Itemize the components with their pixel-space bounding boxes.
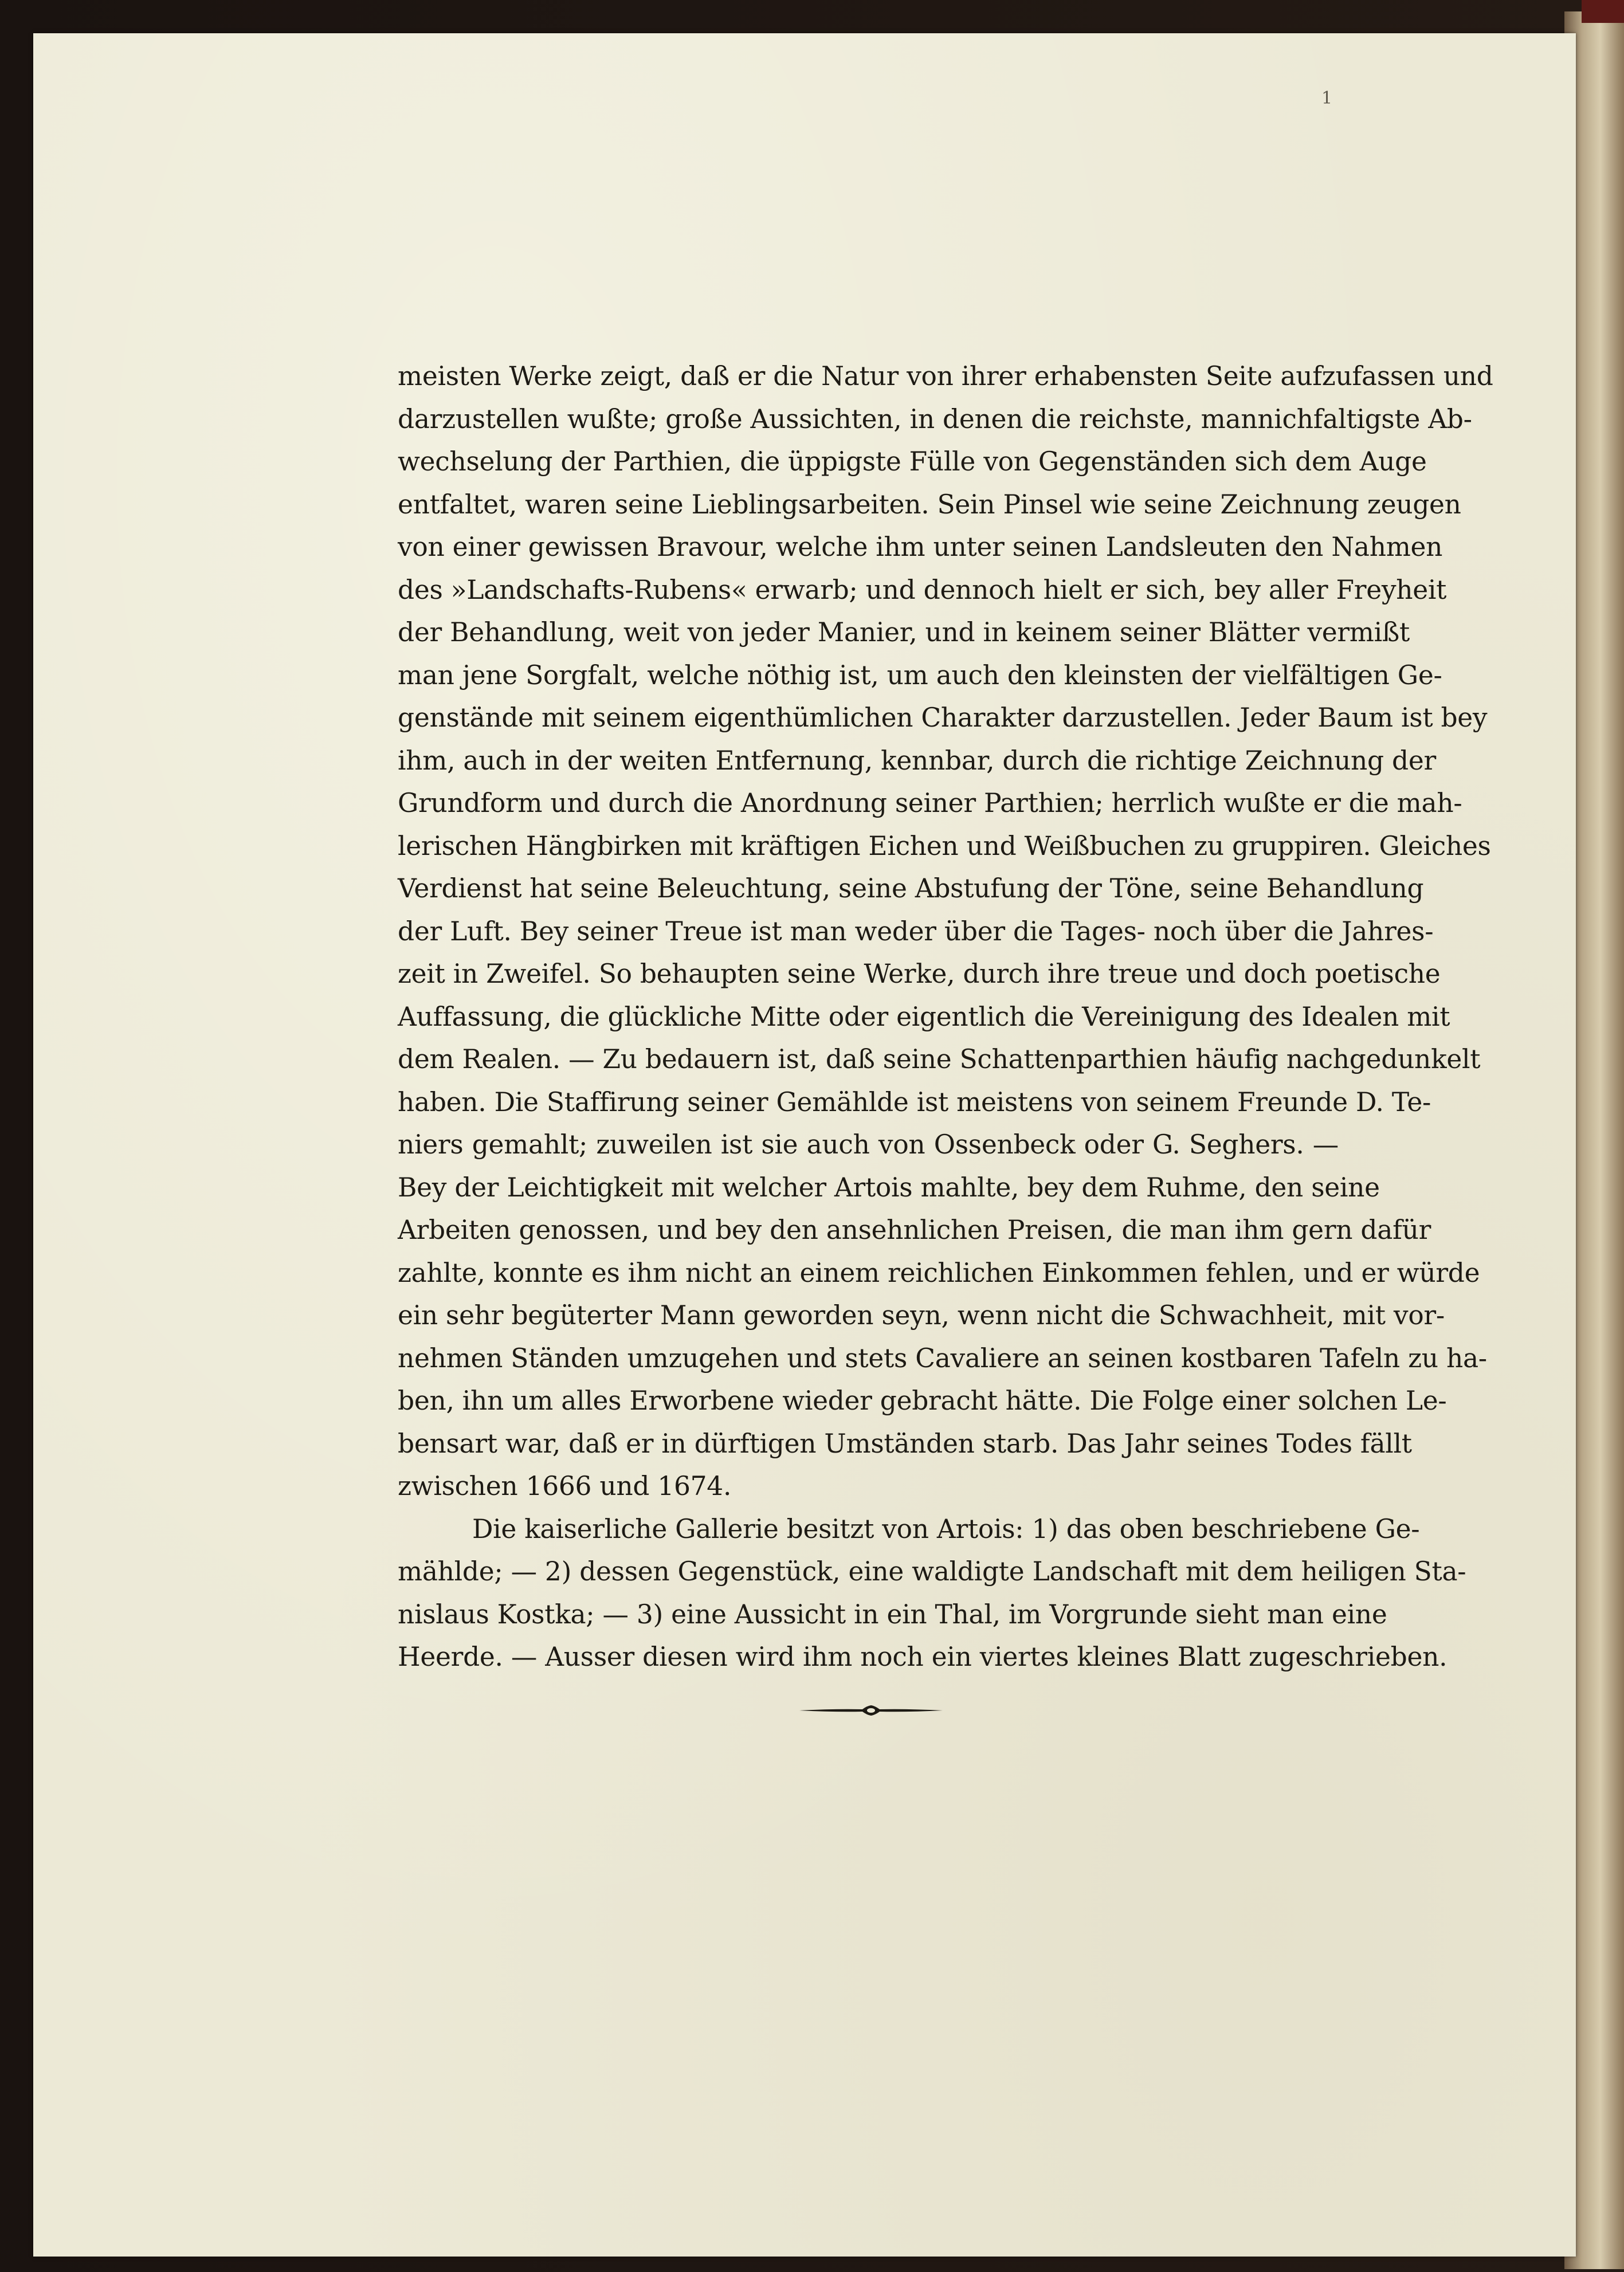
- text-line: ben, ihn um alles Erworbene wieder gebracht hätte. Die Folge einer solchen Le-: [398, 1386, 1447, 1416]
- text-line: Die kaiserliche Gallerie besitzt von Artois: 1) das oben beschriebene Ge-: [472, 1513, 1420, 1544]
- text-line: wechselung der Parthien, die üppigste Fülle von Gegenständen sich dem Auge: [398, 446, 1427, 477]
- text-line: Bey der Leichtigkeit mit welcher Artois mahlte, bey dem Ruhme, den seine: [398, 1172, 1380, 1203]
- text-line: ihm, auch in der weiten Entfernung, kennbar, durch die richtige Zeichnung der: [398, 745, 1436, 776]
- body-text: [398, 355, 1493, 1679]
- text-line: niers gemahlt; zuweilen ist sie auch von Ossenbeck oder G. Seghers. —: [398, 1129, 1339, 1160]
- text-line: der Luft. Bey seiner Treue ist man weder über die Tages- noch über die Jahres-: [398, 916, 1434, 947]
- text-line: meisten Werke zeigt, daß er die Natur von ihrer erhabensten Seite aufzufassen und: [398, 361, 1493, 391]
- text-line: man jene Sorgfalt, welche nöthig ist, um auch den kleinsten der vielfältigen Ge-: [398, 660, 1442, 690]
- text-line: nislaus Kostka; — 3) eine Aussicht in ein Thal, im Vorgrunde sieht man eine: [398, 1599, 1387, 1630]
- paragraph-1: [398, 355, 1493, 1508]
- text-line: der Behandlung, weit von jeder Manier, und in keinem seiner Blätter vermißt: [398, 617, 1410, 648]
- text-line: entfaltet, waren seine Lieblingsarbeiten. Sein Pinsel wie seine Zeichnung zeugen: [398, 489, 1461, 520]
- text-line: zahlte, konnte es ihm nicht an einem reichlichen Einkommen fehlen, und er würde: [398, 1257, 1480, 1288]
- text-line: von einer gewissen Bravour, welche ihm unter seinen Landsleuten den Nahmen: [398, 532, 1443, 562]
- text-line: haben. Die Staffirung seiner Gemählde ist meistens von seinem Freunde D. Te-: [398, 1086, 1431, 1117]
- page-folio: 1: [1321, 88, 1333, 108]
- text-line: lerischen Hängbirken mit kräftigen Eichen und Weißbuchen zu gruppiren. Gleiches: [398, 830, 1491, 861]
- text-line: ein sehr begüterter Mann geworden seyn, wenn nicht die Schwachheit, mit vor-: [398, 1300, 1445, 1331]
- paragraph-2: [398, 1508, 1466, 1679]
- text-line: des »Landschafts-Rubens« erwarb; und dennoch hielt er sich, bey aller Freyheit: [398, 574, 1447, 605]
- text-line: darzustellen wußte; große Aussichten, in denen die reichste, mannichfaltigste Ab-: [398, 403, 1472, 434]
- text-line: Auffassung, die glückliche Mitte oder eigentlich die Vereinigung des Idealen mit: [398, 1001, 1450, 1032]
- text-line: Grundform und durch die Anordnung seiner Parthien; herrlich wußte er die mah-: [398, 788, 1462, 818]
- text-line: Verdienst hat seine Beleuchtung, seine Abstufung der Töne, seine Behandlung: [398, 873, 1424, 904]
- text-line: nehmen Ständen umzugehen und stets Cavaliere an seinen kostbaren Tafeln zu ha-: [398, 1343, 1487, 1374]
- text-line: dem Realen. — Zu bedauern ist, daß seine Schattenparthien häufig nachgedunkelt: [398, 1044, 1481, 1074]
- text-line: Heerde. — Ausser diesen wird ihm noch ein viertes kleines Blatt zugeschrieben.: [398, 1642, 1448, 1672]
- text-line: Arbeiten genossen, und bey den ansehnlichen Preisen, die man ihm gern dafür: [398, 1215, 1431, 1245]
- text-line: mählde; — 2) dessen Gegenstück, eine waldigte Landschaft mit dem heiligen Sta-: [398, 1556, 1466, 1587]
- text-line: zeit in Zweifel. So behaupten seine Werke, durch ihre treue und doch poetische: [398, 959, 1441, 989]
- text-line: zwischen 1666 und 1674.: [398, 1471, 732, 1501]
- book-cover-corner: [1582, 0, 1624, 23]
- text-line: genstände mit seinem eigenthümlichen Charakter darzustellen. Jeder Baum ist bey: [398, 703, 1488, 733]
- text-line: bensart war, daß er in dürftigen Umständen starb. Das Jahr seines Todes fällt: [398, 1428, 1412, 1459]
- tailpiece-ornament-icon: [799, 1699, 943, 1722]
